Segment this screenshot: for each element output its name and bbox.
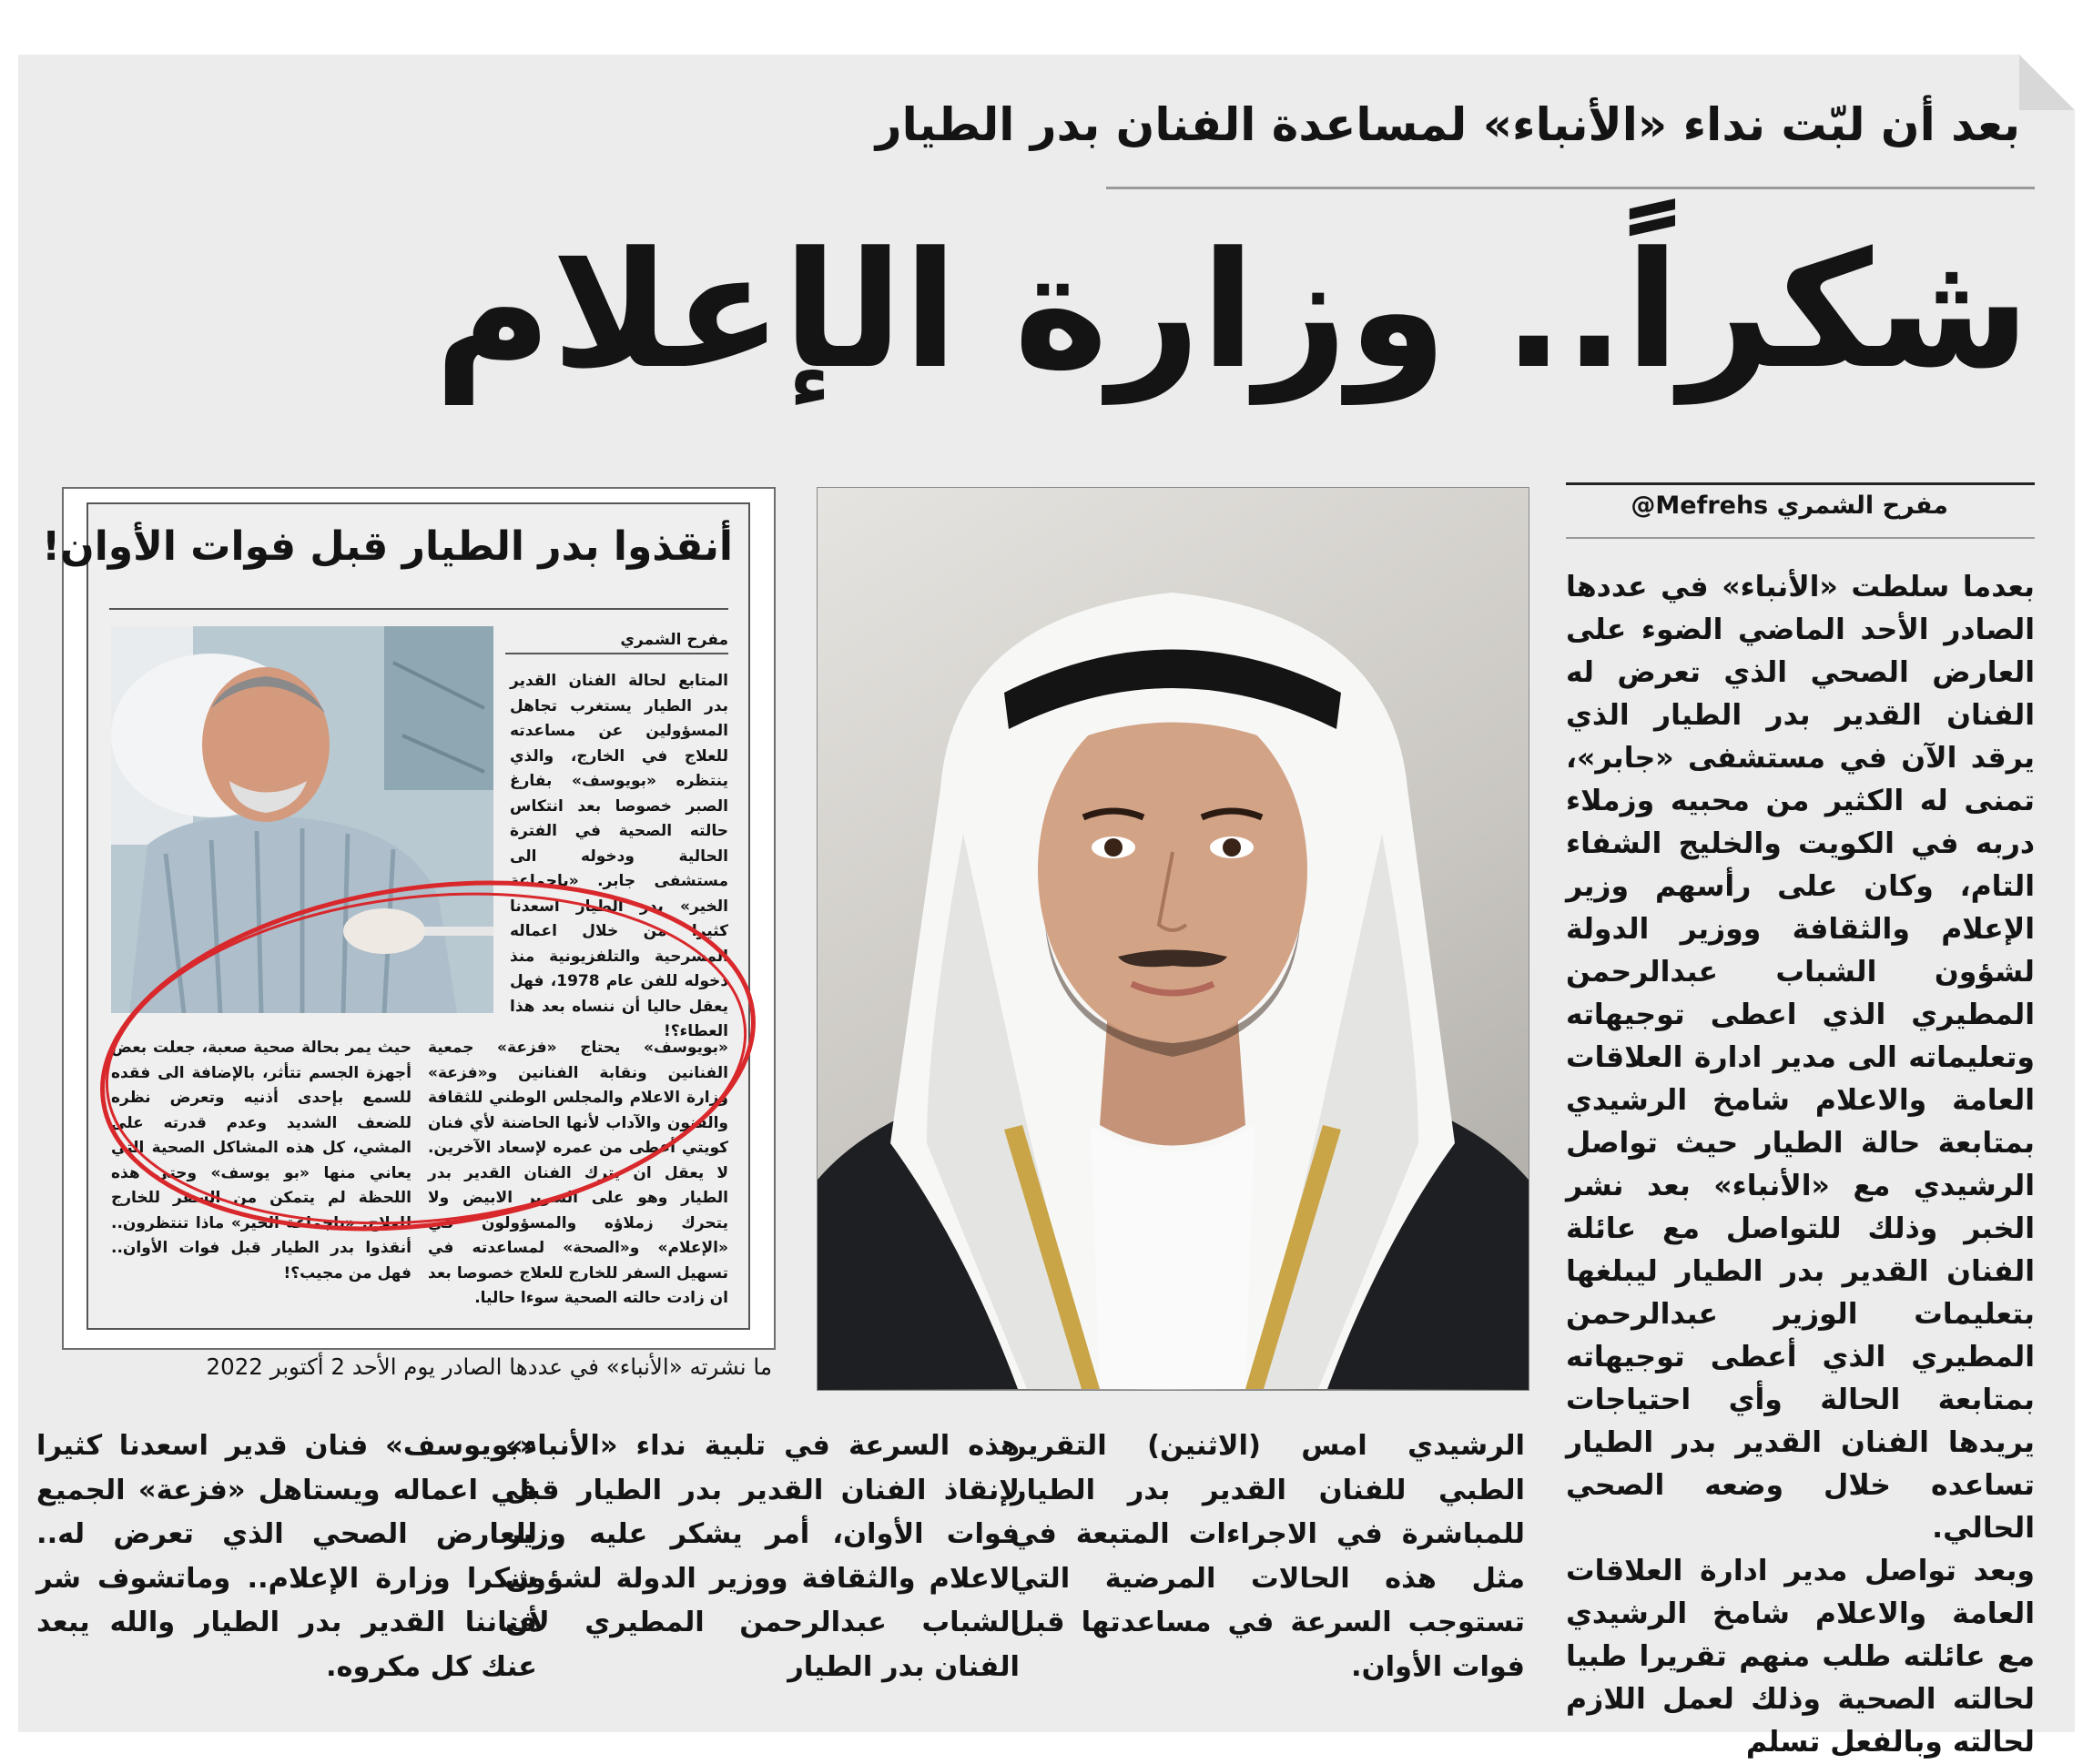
previous-article-byline: مفرح الشمري (505, 631, 728, 654)
minister-portrait-illustration (818, 488, 1529, 1390)
article-column-bottom-2: هذه السرعة في تلبية نداء «الأنباء» لإنقاذ الفنان القدير بدر الطيار قبل فوات الأوان، أمر يشكر عليه وزير الاعلام والثقافة ووزير الدولة لشؤون الشباب عبدالرحمن المطيري لأن الفنان بدر الطيار (505, 1430, 1020, 1683)
previous-article-column-3: حيث يمر بحالة صحية صعبة، جعلت بعض أجهزة الجسم تتأثر، بالإضافة الى فقده للسمع بإحدى أذنيه وتعرض نظره للضعف الشديد وعدم قدرته على المشي، كل هذه المشاكل الصحية التي يعاني منها «بو يوسف» وحتى هذه اللحظة لم يتمكن من السفر للخارج للعلاج. «ياجماعة الخير» ماذا تنتظرون.. أنقذوا بدر الطيار قبل فوات الأوان.. فهل من مجيب؟! (111, 1039, 411, 1282)
hospital-patient-photo (111, 626, 493, 1013)
byline-handle: @Mefrehs (1631, 492, 1769, 520)
previous-article-title: أنقذوا بدر الطيار قبل فوات الأوان! (42, 523, 733, 570)
article-paragraph-1: بعدما سلطت «الأنباء» في عددها الصادر الأحد الماضي الضوء على العارض الصحي الذي تعرض له الفنان القدير بدر الطيار الذي يرقد الآن في مستشفى «جابر»، تمنى له الكثير من محبيه وزملاء دربه في الكويت والخليج الشفاء التام، وكان على رأسهم وزير الإعلام والثقافة ووزير الدولة لشؤون الشباب عبدالرحمن المطيري الذي اعطى توجيهاته وتعليماته الى مدير ادارة العلاقات العامة والاعلام شامخ الرشيدي بمتابعة حالة الطيار حيث تواصل الرشيدي مع «الأنباء» بعد نشر الخبر وذلك للتواصل مع عائلة الفنان القدير بدر الطيار ليبلغها بتعليمات الوزير عبدالرحمن المطيري الذي أعطى توجيهاته بمتابعة الحالة وأي احتياجات يريدها الفنان القدير بدر الطيار تساعده خلال وضعه الصحي الحالي. (1566, 571, 2035, 1545)
byline-bottom-rule (1566, 537, 2035, 539)
article-paragraph-2: وبعد تواصل مدير ادارة العلاقات العامة والاعلام شامخ الرشيدي مع عائلته طلب منهم تقريرا طبيا لحالته الصحية وذلك لعمل اللازم لحالته وبالفعل تسلم (1566, 1555, 2035, 1759)
article-column-main (1566, 566, 2035, 1764)
previous-article-rule (109, 608, 728, 610)
minister-portrait-photo (817, 487, 1529, 1391)
kicker-rule (1106, 187, 2035, 189)
kicker-line: بعد أن لبّت نداء «الأنباء» لمساعدة الفنان بدر الطيار (875, 98, 2020, 151)
headline: شكراً.. وزارة الإعلام (433, 218, 2030, 404)
inset-caption: ما نشرته «الأنباء» في عددها الصادر يوم الأحد 2 أكتوبر 2022 (206, 1353, 772, 1380)
previous-article-column-1: المتابع لحالة الفنان القدير بدر الطيار يستغرب تجاهل المسؤولين عن مساعدته للعلاج في الخارج، والذي ينتظره «بويوسف» بفارغ الصبر خصوصا بعد انتكاس حالته الصحية في الفترة الحالية ودخوله الى مستشفى جابر. «ياجماعة الخير» بدر الطيار اسعدنا كثيرا من خلال اعماله المسرحية والتلفزيونية منذ دخوله للفن عام 1978، فهل يعقل حاليا أن ننساه بعد هذا العطاء؟! (510, 672, 728, 1040)
byline-author: مفرح الشمري (1776, 492, 1948, 520)
article-column-bottom-3: «بويوسف» فنان قدير اسعدنا كثيرا في اعماله ويستاهل «فزعة» الجميع للعارض الصحي الذي تعرض له.. شكرا وزارة الإعلام.. وماتشوف شر فناننا القدير بدر الطيار والله يبعد عنك كل مكروه. (36, 1430, 537, 1683)
previous-article-column-2: «بويوسف» يحتاج «فزعة» جمعية الفنانين ونقابة الفنانين و«فزعة» وزارة الاعلام والمجلس الوطني للثقافة والفنون والآداب لأنها الحاضنة لأي فنان كويتي أعطى من عمره لإسعاد الآخرين. لا يعقل ان يترك الفنان القدير بدر الطيار وهو على السرير الابيض ولا يتحرك زملاؤه والمسؤولون في «الإعلام» و«الصحة» لمساعدته في تسهيل السفر للخارج للعلاج خصوصا بعد ان زادت حالته الصحية سوءا حاليا. (428, 1039, 728, 1307)
byline-top-rule (1566, 482, 2035, 485)
hospital-patient-illustration (111, 626, 493, 1013)
page-fold-corner (2019, 55, 2075, 110)
byline (1566, 492, 1948, 520)
article-column-bottom-1: الرشيدي امس (الاثنين) التقرير الطبي للفنان القدير بدر الطيار للمباشرة في الاجراءات المتبعة في مثل هذه الحالات المرضية التي تستوجب السرعة في مساعدتها قبل فوات الأوان. (1011, 1430, 1525, 1683)
